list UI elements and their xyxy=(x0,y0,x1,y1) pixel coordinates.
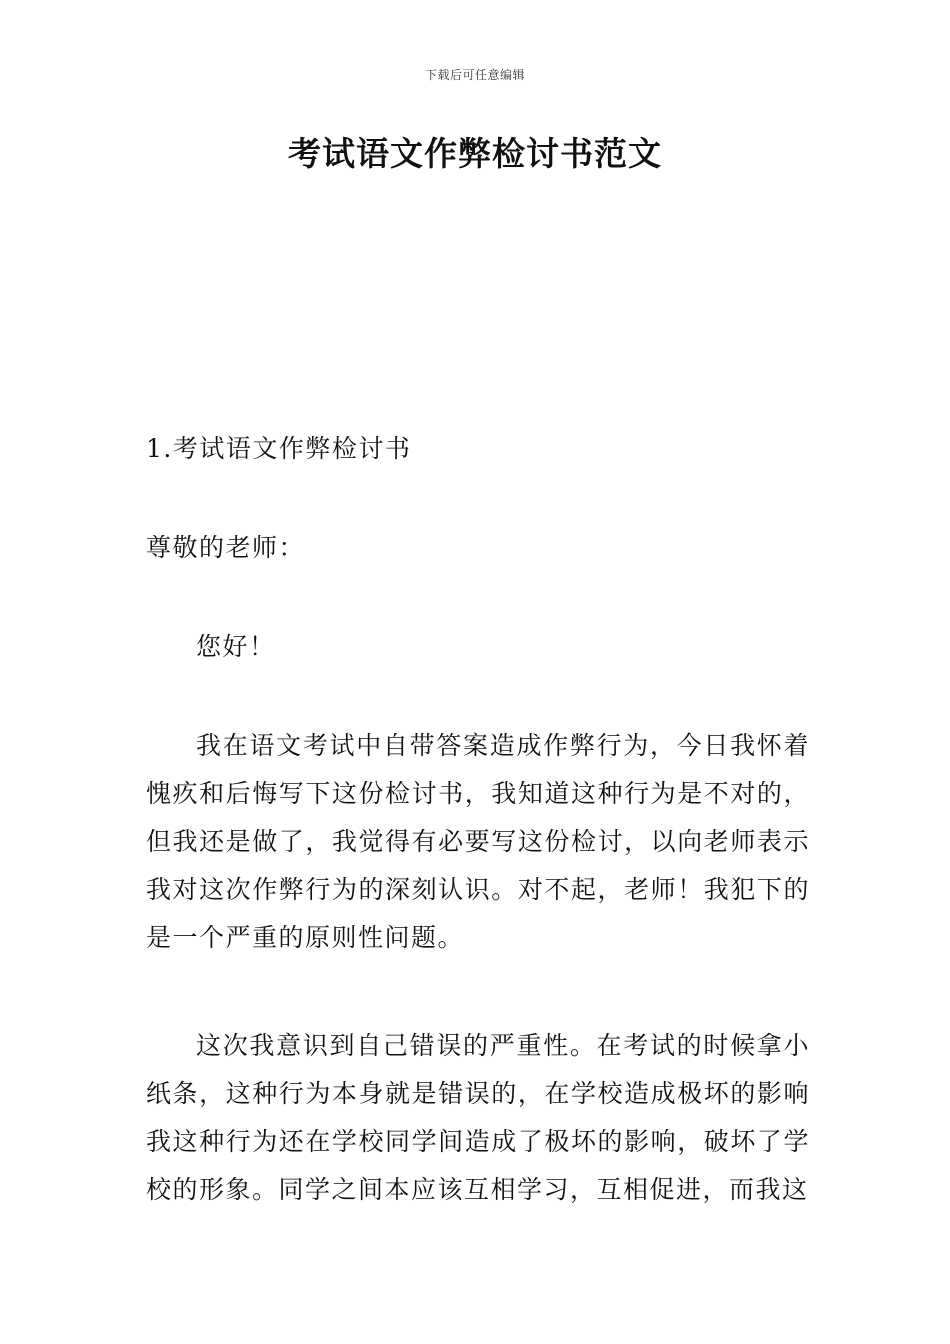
greeting: 您好！ xyxy=(196,632,276,661)
document-title: 考试语文作弊检讨书范文 xyxy=(288,134,662,173)
section-heading: 1.考试语文作弊检讨书 xyxy=(146,434,412,463)
page-header-note: 下载后可任意编辑 xyxy=(424,68,525,82)
body-paragraph: 这次我意识到自己错误的严重性。在考试的时候拿小纸条，这种行为本身就是错误的，在学校造成极坏的影响我这种行为还在学校同学间造成了极坏的影响，破坏了学校的形象。同学之间本应该互相学习，互相促进，而我这 xyxy=(146,1031,810,1204)
body-paragraph: 我在语文考试中自带答案造成作弊行为，今日我怀着愧疚和后悔写下这份检讨书，我知道这种行为是不对的，但我还是做了，我觉得有必要写这份检讨，以向老师表示我对这次作弊行为的深刻认识。对不起，老师！我犯下的是一个严重的原则性问题。 xyxy=(146,731,810,952)
salutation: 尊敬的老师： xyxy=(146,533,306,562)
